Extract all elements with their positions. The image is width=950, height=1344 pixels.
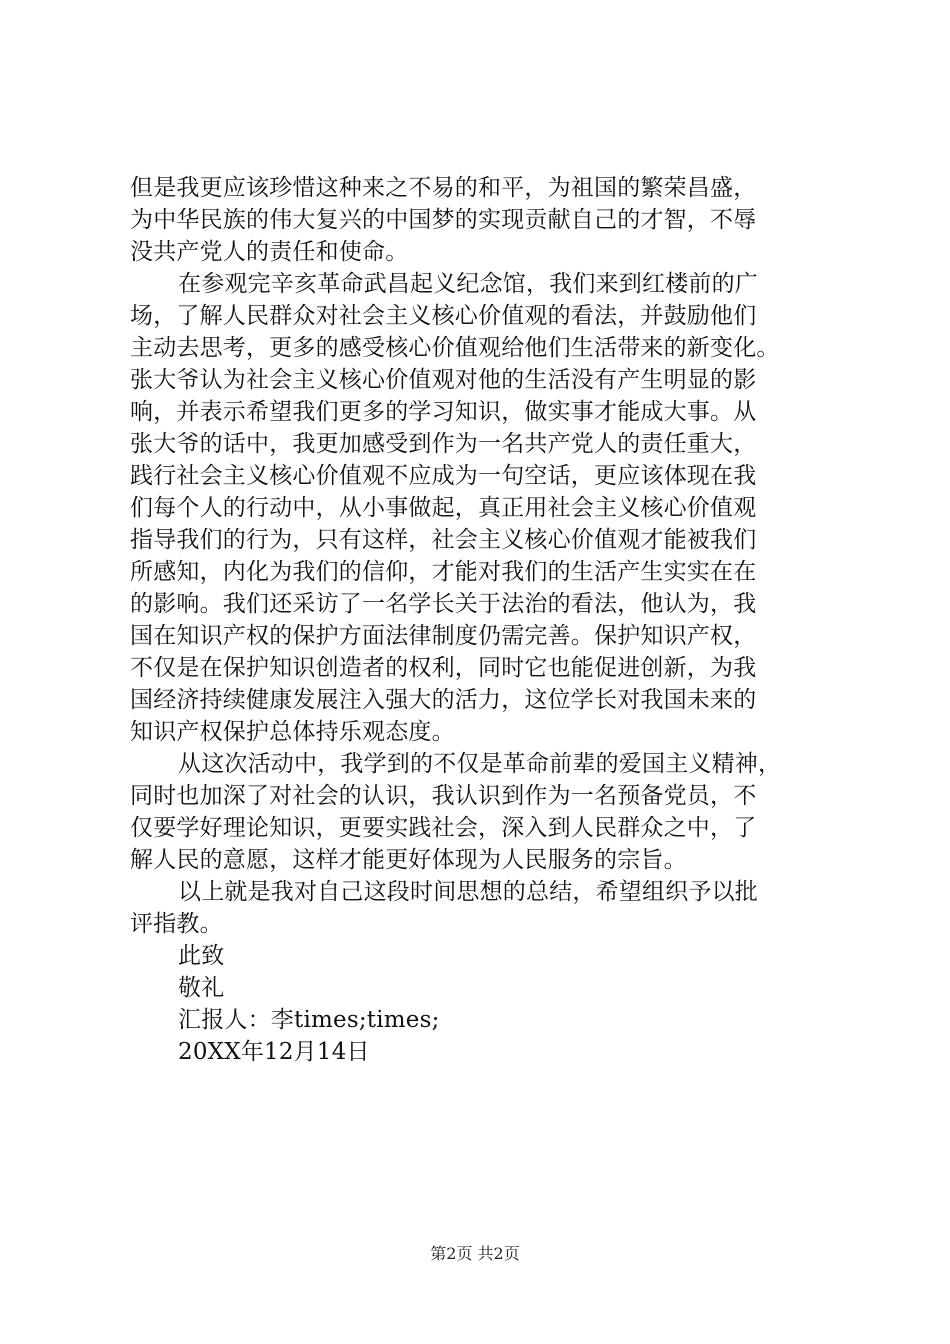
- report-date: 20XX年12月14日: [178, 1039, 370, 1065]
- text-line: 所感知，内化为我们的信仰，才能对我们的生活产生实实在在: [130, 559, 757, 585]
- reporter-signature: 汇报人：李times;times;: [178, 1007, 440, 1033]
- paragraph-start-line: 从这次活动中，我学到的不仅是革命前辈的爱国主义精神，: [178, 751, 782, 777]
- text-line: 仅要学好理论知识，更要实践社会，深入到人民群众之中，了: [130, 815, 757, 841]
- text-line: 评指教。: [130, 911, 223, 937]
- text-line: 不仅是在保护知识创造者的权利，同时它也能促进创新，为我: [130, 655, 757, 681]
- page-number-footer: 第2页 共2页: [430, 1244, 520, 1263]
- text-line: 响，并表示希望我们更多的学习知识，做实事才能成大事。从: [130, 399, 757, 425]
- text-line: 同时也加深了对社会的认识，我认识到作为一名预备党员，不: [130, 783, 757, 809]
- text-line: 们每个人的行动中，从小事做起，真正用社会主义核心价值观: [130, 495, 757, 521]
- paragraph-start-line: 以上就是我对自己这段时间思想的总结，希望组织予以批: [178, 879, 758, 905]
- text-line: 没共产党人的责任和使命。: [130, 239, 409, 265]
- text-line: 为中华民族的伟大复兴的中国梦的实现贡献自己的才智，不辱: [130, 207, 757, 233]
- text-line: 张大爷的话中，我更加感受到作为一名共产党人的责任重大，: [130, 431, 757, 457]
- text-line: 指导我们的行为，只有这样，社会主义核心价值观才能被我们: [130, 527, 757, 553]
- text-line: 知识产权保护总体持乐观态度。: [130, 719, 455, 745]
- text-line: 场，了解人民群众对社会主义核心价值观的看法，并鼓励他们: [130, 303, 757, 329]
- closing-regards: 敬礼: [178, 975, 225, 1001]
- text-line: 国经济持续健康发展注入强大的活力，这位学长对我国未来的: [130, 687, 757, 713]
- text-line: 的影响。我们还采访了一名学长关于法治的看法，他认为，我: [130, 591, 757, 617]
- text-line: 践行社会主义核心价值观不应成为一句空话，更应该体现在我: [130, 463, 757, 489]
- text-line: 但是我更应该珍惜这种来之不易的和平，为祖国的繁荣昌盛，: [130, 175, 757, 201]
- text-line: 张大爷认为社会主义核心价值观对他的生活没有产生明显的影: [130, 367, 757, 393]
- text-line: 主动去思考，更多的感受核心价值观给他们生活带来的新变化。: [130, 335, 780, 361]
- text-line: 国在知识产权的保护方面法律制度仍需完善。保护知识产权，: [130, 623, 757, 649]
- text-line: 解人民的意愿，这样才能更好体现为人民服务的宗旨。: [130, 847, 687, 873]
- closing-salutation: 此致: [178, 943, 225, 969]
- paragraph-start-line: 在参观完辛亥革命武昌起义纪念馆，我们来到红楼前的广: [178, 271, 758, 297]
